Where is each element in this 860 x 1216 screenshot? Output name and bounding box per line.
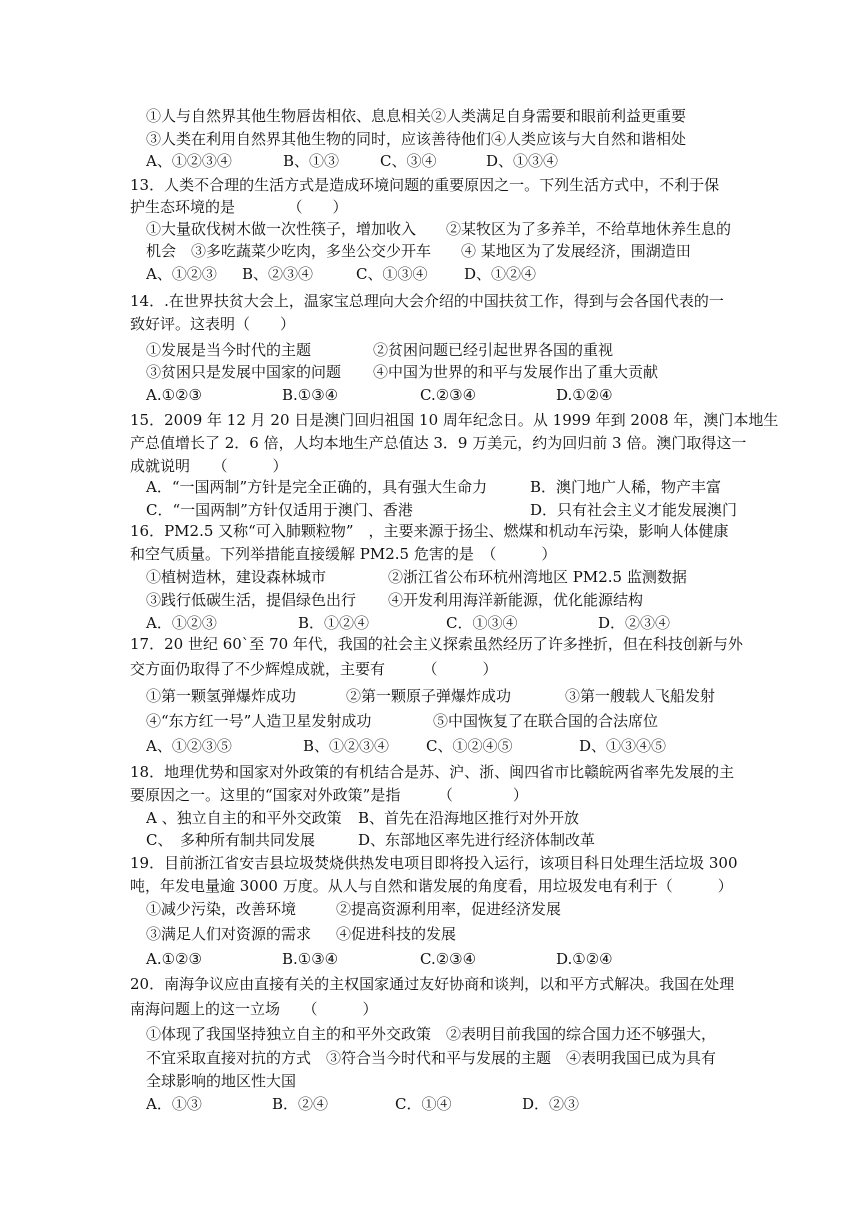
q16-item-1: ①植树造林，建设森林城市 [146, 568, 327, 586]
q19-option-d: D.①②④ [556, 950, 613, 968]
q20-item-line-2: 不宜采取直接对抗的方式 ③符合当今时代和平与发展的主题 ④表明我国已成为具有 [146, 1049, 717, 1067]
q17-option-a: A、①②③⑤ [146, 737, 232, 755]
q14-item-4: ④中国为世界的和平与发展作出了重大贡献 [373, 363, 659, 381]
q13-option-d: D、①②④ [464, 265, 537, 283]
q19-stem-line-2: 吨，年发电量逾 3000 万度。从人与自然和谐发展的角度看，用垃圾发电有利于（ ） [130, 877, 733, 895]
q15-option-c: C．“一国两制”方针仅适用于澳门、香港 [146, 501, 413, 519]
q12-item-line-1: ①人与自然界其他生物唇齿相依、息息相关②人类满足自身需要和眼前利益更重要 [146, 107, 687, 125]
q13-stem-line-2: 护生态环境的是 （ ） [130, 198, 348, 216]
q13-option-c: C、①③④ [356, 265, 428, 283]
q16-option-a: A．①②③ [146, 614, 217, 632]
q12-option-b: B、①③ [283, 152, 340, 170]
q13-option-a: A、①②③ [146, 265, 217, 283]
q18-stem-line-1: 18．地理优势和国家对外政策的有机结合是苏、沪、浙、闽四省市比赣皖两省率先发展的主 [130, 763, 735, 781]
q15-option-d: D．只有社会主义才能发展澳门 [530, 501, 738, 519]
q19-option-b: B.①③④ [282, 950, 339, 968]
q16-option-b: B．①②④ [298, 614, 370, 632]
q13-item-line-2: 机会 ③多吃蔬菜少吃肉，多坐公交少开车 ④ 某地区为了发展经济，围湖造田 [146, 242, 691, 260]
q20-item-line-1: ①体现了我国坚持独立自主的和平外交政策 ②表明目前我国的综合国力还不够强大， [146, 1025, 717, 1043]
q16-stem-line-2: 和空气质量。下列举措能直接缓解 PM2.5 危害的是 （ ） [130, 545, 557, 563]
q15-stem-line-2: 产总值增长了 2．6 倍，人均本地生产总值达 3．9 万美元，约为回归前 3 倍。澳门取得这一 [130, 434, 747, 452]
q17-option-d: D、①③④⑤ [579, 737, 667, 755]
q18-stem-line-2: 要原因之一。这里的“国家对外政策”是指 （ ） [130, 786, 528, 804]
q12-option-a: A、①②③④ [146, 152, 232, 170]
q17-option-b: B、①②③④ [303, 737, 390, 755]
q20-stem-line-1: 20．南海争议应由直接有关的主权国家通过友好协商和谈判，以和平方式解决。我国在处理 [130, 975, 735, 993]
q17-stem-line-2: 交方面仍取得了不少辉煌成就，主要有 （ ） [130, 660, 498, 678]
q15-stem-line-1: 15．2009 年 12 月 20 日是澳门回归祖国 10 周年纪念日。从 1999 年到 2008 年，澳门本地生 [130, 411, 779, 429]
q17-stem-line-1: 17．20 世纪 60`至 70 年代，我国的社会主义探索虽然经历了许多挫折，但在科技创新与外 [130, 635, 743, 653]
q20-option-a: A．①③ [146, 1095, 202, 1113]
q19-stem-line-1: 19．目前浙江省安吉县垃圾焚烧供热发电项目即将投入运行，该项目科日处理生活垃圾 300 [130, 854, 738, 872]
q14-option-a: A.①②③ [146, 386, 202, 404]
q16-stem-line-1: 16．PM2.5 又称“可入肺颗粒物” ，主要来源于扬尘、燃煤和机动车污染，影响人体健康 [130, 522, 729, 540]
q14-item-2: ②贫困问题已经引起世界各国的重视 [373, 341, 614, 359]
q14-stem-line-2: 致好评。这表明（ ） [130, 315, 296, 333]
q12-option-c: C、③④ [380, 152, 437, 170]
q13-option-b: B、②③④ [242, 265, 314, 283]
q17-item-1: ①第一颗氢弹爆炸成功 [146, 687, 297, 705]
q12-item-line-2: ③人类在利用自然界其他生物的同时，应该善待他们④人类应该与大自然和谐相处 [146, 130, 687, 148]
q14-option-c: C.②③④ [420, 386, 477, 404]
q19-item-2: ②提高资源利用率，促进经济发展 [336, 900, 562, 918]
q16-item-3: ③践行低碳生活，提倡绿色出行 [146, 591, 357, 609]
q14-stem-line-1: 14．.在世界扶贫大会上，温家宝总理向大会介绍的中国扶贫工作，得到与会各国代表的一 [130, 292, 724, 310]
q20-option-c: C．①④ [395, 1095, 452, 1113]
q18-option-c: C、 多种所有制共同发展 [146, 831, 315, 849]
q18-option-b: B、首先在沿海地区推行对外开放 [358, 809, 580, 827]
q15-option-b: B．澳门地广人稀，物产丰富 [530, 478, 722, 496]
q15-option-a: A．“一国两制”方针是完全正确的，具有强大生命力 [146, 478, 488, 496]
q15-stem-line-3: 成就说明 （ ） [130, 457, 288, 475]
q17-item-3: ③第一艘载人飞船发射 [565, 687, 716, 705]
q14-item-3: ③贫困只是发展中国家的问题 [146, 363, 342, 381]
q13-item-line-1: ①大量砍伐树木做一次性筷子，增加收入 ②某牧区为了多养羊，不给草地休养生息的 [146, 220, 732, 238]
q19-option-a: A.①②③ [146, 950, 202, 968]
q13-stem-line-1: 13．人类不合理的生活方式是造成环境问题的重要原因之一。下列生活方式中，不利于保 [130, 176, 720, 194]
q16-option-d: D．②③④ [598, 614, 671, 632]
q19-item-3: ③满足人们对资源的需求 [146, 925, 312, 943]
q18-option-d: D、东部地区率先进行经济体制改革 [358, 831, 596, 849]
q14-option-d: D.①②④ [556, 386, 613, 404]
q17-item-5: ⑤中国恢复了在联合国的合法席位 [433, 712, 659, 730]
q16-item-4: ④开发利用海洋新能源，优化能源结构 [388, 591, 644, 609]
q19-option-c: C.②③④ [420, 950, 477, 968]
q17-item-2: ②第一颗原子弹爆炸成功 [346, 687, 512, 705]
q19-item-4: ④促进科技的发展 [336, 925, 457, 943]
q20-item-line-3: 全球影响的地区性大国 [146, 1072, 297, 1090]
q17-item-4: ④“东方红一号”人造卫星发射成功 [146, 712, 372, 730]
q14-option-b: B.①③④ [282, 386, 339, 404]
q12-option-d: D、①③④ [486, 152, 559, 170]
q16-item-2: ②浙江省公布环杭州湾地区 PM2.5 监测数据 [388, 568, 687, 586]
q20-option-d: D．②③ [522, 1095, 580, 1113]
q18-option-a: A 、独立自主的和平外交政策 [146, 809, 342, 827]
q20-option-b: B．②④ [272, 1095, 329, 1113]
q14-item-1: ①发展是当今时代的主题 [146, 341, 312, 359]
q16-option-c: C．①③④ [446, 614, 518, 632]
q19-item-1: ①减少污染，改善环境 [146, 900, 297, 918]
q20-stem-line-2: 南海问题上的这一立场 （ ） [130, 1000, 378, 1018]
q17-option-c: C、①②④⑤ [426, 737, 513, 755]
